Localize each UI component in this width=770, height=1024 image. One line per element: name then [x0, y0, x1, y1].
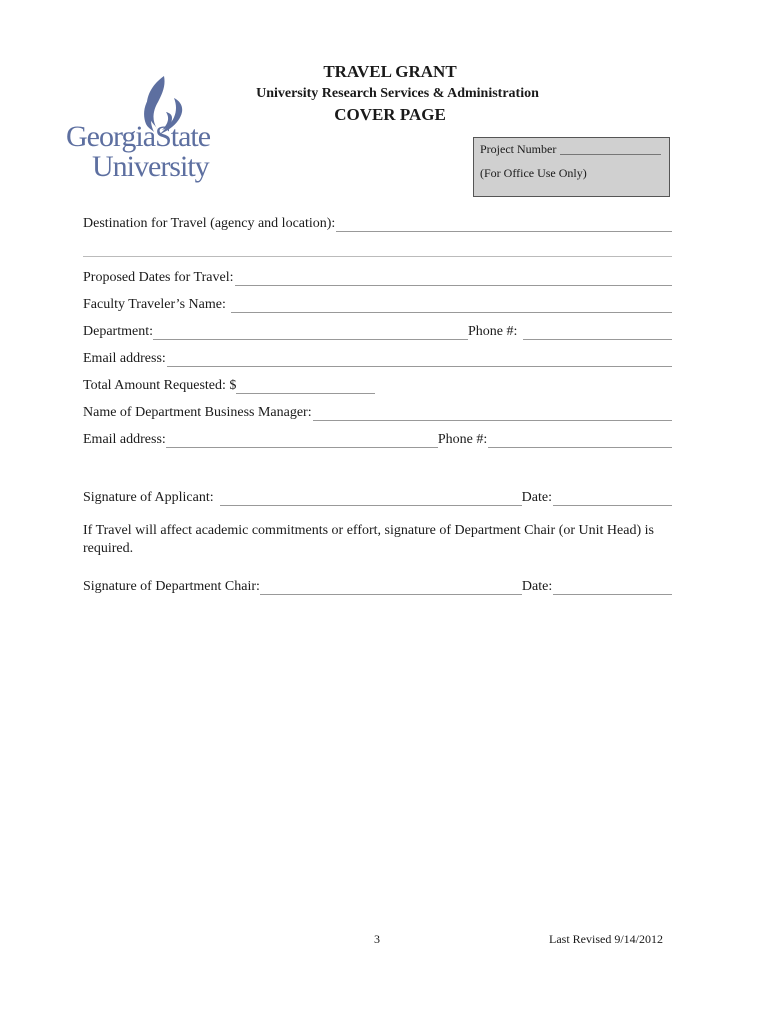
- page-number: 3: [374, 932, 380, 946]
- dates-row: [83, 266, 672, 286]
- chair-note: If Travel will affect academic commitments or effort, signature of Department Chair (or Unit Head) is required.: [83, 523, 654, 556]
- phone2-label: Phone #:: [437, 432, 488, 447]
- destination-field[interactable]: [336, 217, 672, 232]
- form-title: TRAVEL GRANT: [323, 62, 457, 81]
- destination-field-continued[interactable]: [83, 256, 672, 257]
- applicant-signature-field[interactable]: [220, 491, 522, 506]
- business-manager-label: Name of Department Business Manager:: [83, 405, 312, 420]
- chair-signature-row: [83, 575, 672, 595]
- office-use-label: (For Office Use Only): [480, 166, 587, 180]
- traveler-name-row: [83, 293, 672, 313]
- chair-date-field[interactable]: [553, 580, 672, 595]
- email-row: [83, 347, 672, 367]
- applicant-signature-label: Signature of Applicant:: [83, 490, 214, 505]
- destination-label: Destination for Travel (agency and location):: [83, 216, 336, 231]
- chair-signature-label: Signature of Department Chair:: [83, 579, 260, 594]
- department-row: [83, 320, 672, 340]
- email2-label: Email address:: [83, 432, 166, 447]
- dates-field[interactable]: [235, 271, 673, 286]
- project-number-label: Project Number: [480, 142, 557, 156]
- phone2-field[interactable]: [488, 433, 672, 448]
- email-field[interactable]: [167, 352, 672, 367]
- form-subtitle: University Research Services & Administration: [256, 86, 539, 101]
- email2-row: [83, 428, 672, 448]
- phone-field[interactable]: [523, 325, 672, 340]
- office-use-box: [473, 137, 670, 197]
- amount-row: [83, 374, 672, 394]
- traveler-name-label: Faculty Traveler’s Name:: [83, 297, 226, 312]
- email2-field[interactable]: [166, 433, 438, 448]
- department-label: Department:: [83, 324, 153, 339]
- department-field[interactable]: [153, 325, 468, 340]
- applicant-signature-row: [83, 486, 672, 506]
- email-label: Email address:: [83, 351, 166, 366]
- page-title: COVER PAGE: [334, 105, 446, 124]
- destination-row: [83, 212, 672, 232]
- dates-label: Proposed Dates for Travel:: [83, 270, 234, 285]
- project-number-line: [560, 154, 661, 155]
- applicant-date-field[interactable]: [553, 491, 672, 506]
- last-revised: Last Revised 9/14/2012: [549, 932, 663, 946]
- phone-label: Phone #:: [467, 324, 518, 339]
- traveler-name-field[interactable]: [231, 298, 672, 313]
- chair-date-label: Date:: [521, 579, 553, 594]
- chair-signature-field[interactable]: [260, 580, 522, 595]
- applicant-date-label: Date:: [521, 490, 552, 505]
- logo-line-2: University: [92, 150, 209, 183]
- business-manager-row: [83, 401, 672, 421]
- business-manager-field[interactable]: [313, 406, 672, 421]
- amount-field[interactable]: [236, 379, 375, 394]
- logo-line-1: GeorgiaState: [66, 120, 211, 153]
- amount-label: Total Amount Requested: $: [83, 378, 237, 393]
